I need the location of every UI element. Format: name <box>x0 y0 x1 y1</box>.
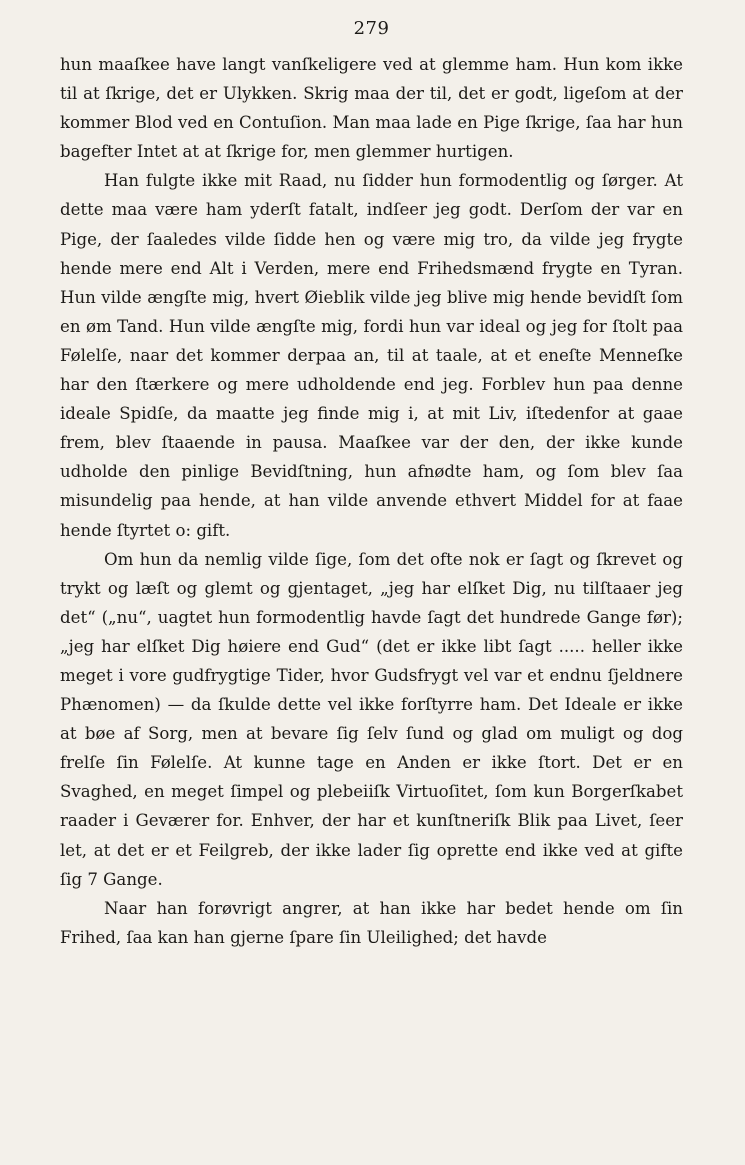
page-number: 279 <box>353 18 390 39</box>
body-text <box>60 50 683 952</box>
paragraph-4: Naar han forøvrigt angrer, at han ikke har bedet hende om ſin Frihed, ſaa kan han gjerne ſpare ſin Uleilighed; det havde <box>60 898 683 947</box>
paragraph-2: Han fulgte ikke mit Raad, nu ſidder hun formodentlig og ſørger. At dette maa være ham yderſt fatalt, indſeer jeg godt. Derſom der var en Pige, der ſaaledes vilde ſidde hen og være mig tro, da vilde jeg frygte hende mere end Alt i Verden, mere end Frihedsmænd frygte en Tyran. Hun vilde ængſte mig, hvert Øieblik vilde jeg blive mig hende bevidſt ſom en øm Tand. Hun vilde ængſte mig, fordi hun var ideal og jeg for ſtolt paa Følelſe, naar det kommer derpaa an, til at taale, at et eneſte Menneſke har den ſtærkere og mere udholdende end jeg. Forblev hun paa denne ideale Spidſe, da maatte jeg finde mig i, at mit Liv, iſtedenfor at gaae frem, blev ſtaaende in pausa. Maaſkee var der den, der ikke kunde udholde den pinlige Bevidſtning, hun afnødte ham, og ſom blev ſaa misundelig paa hende, at han vilde anvende ethvert Middel for at faae hende ſtyrtet o: gift. <box>60 171 683 540</box>
paragraph-3: Om hun da nemlig vilde ſige, ſom det ofte nok er ſagt og ſkrevet og trykt og læſt og glemt og gjentaget, „jeg har elſket Dig, nu tilſtaaer jeg det“ („nu“, uagtet hun formodentlig havde ſagt det hundrede Gange før); „jeg har elſket Dig høiere end Gud“ (det er ikke libt ſagt ..... heller ikke meget i vore gudfrygtige Tider, hvor Gudsfrygt vel var et endnu ſjeldnere Phænomen) — da ſkulde dette vel ikke forſtyrre ham. Det Ideale er ikke at bøe af Sorg, men at bevare ſig ſelv ſund og glad om muligt og dog frelſe ſin Følelſe. At kunne tage en Anden er ikke ſtort. Det er en Svaghed, en meget ſimpel og plebeiiſk Virtuoſitet, ſom kun Borgerſkabet raader i Geværer for. Enhver, der har et kunſtneriſk Blik paa Livet, ſeer let, at det er et Feilgreb, der ikke lader ſig oprette end ikke ved at gifte ſig 7 Gange. <box>60 549 683 889</box>
paragraph-1: hun maaſkee have langt vanſkeligere ved at glemme ham. Hun kom ikke til at ſkrige, det er Ulykken. Skrig maa der til, det er godt, ligeſom at der kommer Blod ved en Contuſion. Man maa lade en Pige ſkrige, ſaa har hun bagefter Intet at at ſkrige for, men glemmer hurtigen. <box>60 55 683 162</box>
